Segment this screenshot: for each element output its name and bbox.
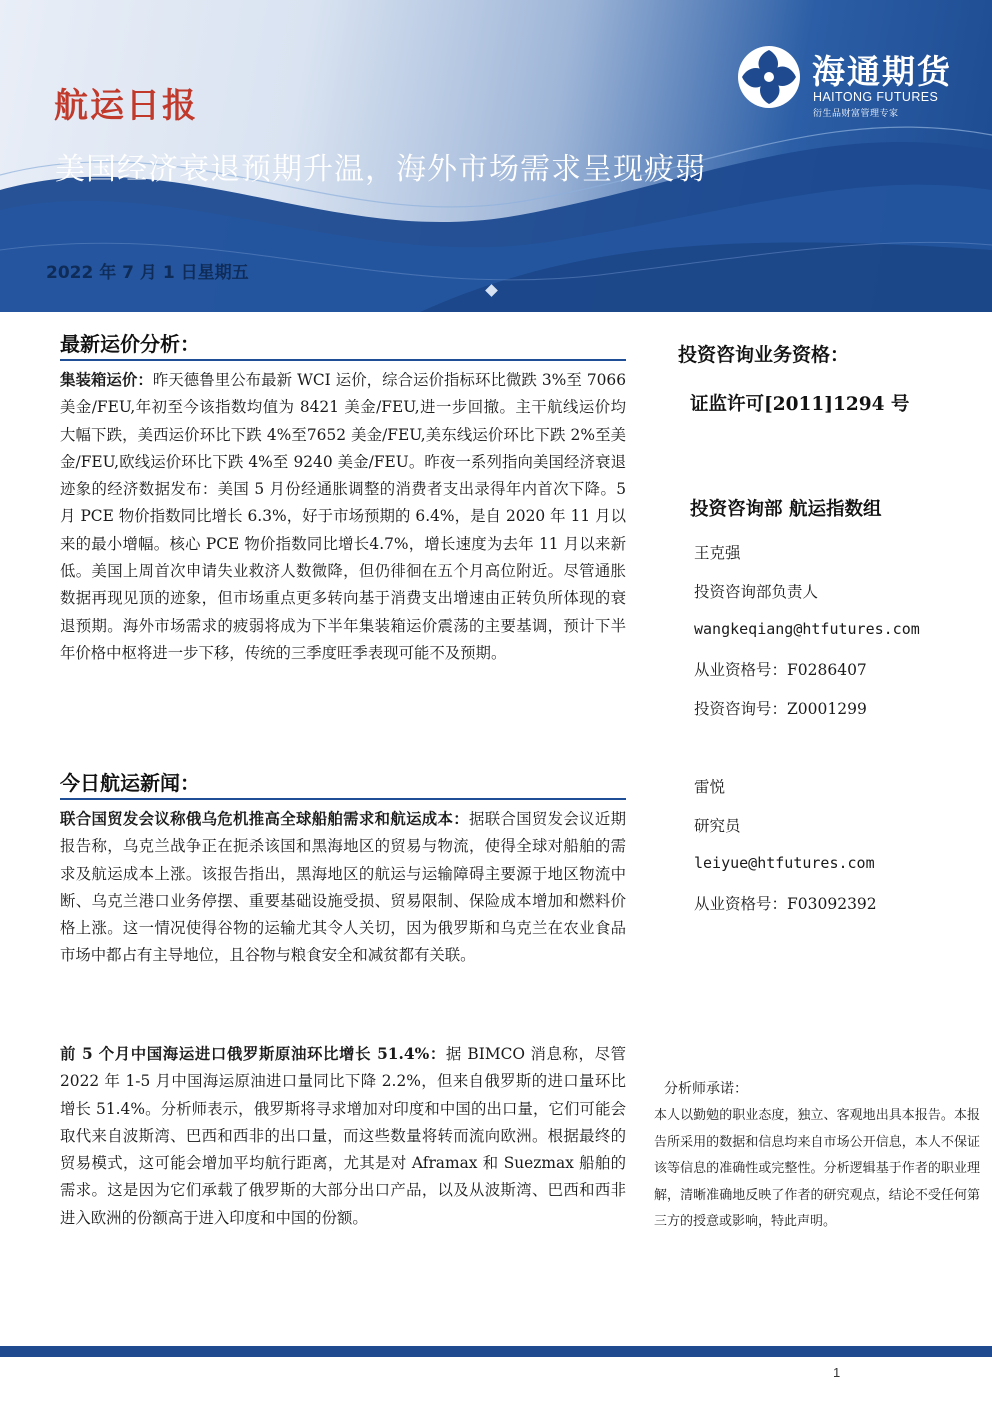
analyst-name: 雷悦 — [694, 778, 726, 796]
analyst-consult-license: 投资咨询号：Z0001299 — [694, 700, 867, 718]
company-logo — [736, 42, 966, 122]
paragraph-lead: 集装箱运价： — [60, 371, 153, 389]
pledge-body: 本人以勤勉的职业态度，独立、客观地出具本报告。本报告所采用的数据和信息均来自市场公开信息，本人不保证该等信息的准确性或完整性。分析逻辑基于作者的职业理解，清晰准确地反映了作者的研究观点，结论不受任何第三方的授意或影响，特此声明。 — [654, 1108, 980, 1229]
analyst-role: 研究员 — [694, 817, 741, 835]
analyst-email[interactable]: wangkeqiang@htfutures.com — [694, 620, 920, 638]
report-headline: 美国经济衰退预期升温，海外市场需求呈现疲弱 — [55, 152, 706, 187]
logo-name-cn: 海通期货 — [812, 52, 952, 91]
license-number: 证监许可[2011]1294 号 — [690, 394, 910, 415]
analyst-role: 投资咨询部负责人 — [694, 583, 819, 601]
news-body: 据联合国贸发会议近期报告称，乌克兰战争正在扼杀该国和黑海地区的贸易与物流，使得全球对船舶的需求及航运成本上涨。该报告指出，黑海地区的航运与运输障碍主要源于地区物流中断、乌克兰港口业务停摆、重要基础设施受损、贸易限制、保险成本增加和燃料价格上涨。这一情况使得谷物的运输尤其令人关切，因为俄罗斯和乌克兰在农业食品市场中都占有主导地位，且谷物与粮食安全和减贫都有关联。 — [60, 810, 626, 965]
qualification-title: 投资咨询业务资格： — [678, 344, 850, 366]
analyst-license: 从业资格号：F0286407 — [694, 661, 867, 679]
news-item — [60, 1041, 626, 1232]
report-date: 2022 年 7 月 1 日星期五 — [46, 263, 249, 283]
paragraph-body: 昨天德鲁里公布最新 WCI 运价，综合运价指标环比微跌 3%至 7066 美金/FEU,年初至今该指数均值为 8421 美金/FEU,进一步回撤。主干航线运价均大幅下跌，美西运价环比下跌 4%至7652 美金/FEU,美东线运价环比下跌 2%至美金/FEU,欧线运价环比下跌 4%至 9240 美金/FEU。昨夜一系列指向美国经济衰退迹象的经济数据发布：美国 5 月份经通胀调整的消费者支出录得年内首次下降。5 月 PCE 物价指数同比增长 6.3%，好于市场预期的 6.4%，是自 2020 年 11 月以来的最小增幅。核心 PCE 物价指数同比增长4.7%，增长速度为去年 11 月以来新低。美国上周首次申请失业救济人数微降，但仍徘徊在五个月高位附近。尽管通胀数据再现见顶的迹象，但市场重点更多转向基于消费支出增速由正转负所体现的衰退预期。海外市场需求的疲弱将成为下半年集装箱运价震荡的主要基调，预计下半年价格中枢将进一步下移，传统的三季度旺季表现可能不及预期。 — [60, 371, 626, 662]
news-item — [60, 806, 626, 970]
section-title-freight: 最新运价分析： — [60, 332, 200, 356]
section-divider — [60, 359, 626, 361]
haitong-logo-icon — [736, 44, 802, 110]
pledge-title: 分析师承诺： — [664, 1081, 748, 1097]
section-divider — [60, 798, 626, 800]
report-type: 航运日报 — [54, 86, 198, 126]
news-body: 据 BIMCO 消息称，尽管 2022 年 1-5 月中国海运原油进口量同比下降 2.2%，但来自俄罗斯的进口量环比增长 51.4%。分析师表示，俄罗斯将寻求增加对印度和中国的出口量，它们可能会取代来自波斯湾、巴西和西非的出口量，而这些数量将转而流向欧洲。根据最终的贸易模式，这可能会增加平均航行距离，尤其是对 Aframax 和 Suezmax 船舶的需求。这是因为它们承载了俄罗斯的大部分出口产品，以及从波斯湾、巴西和西非进入欧洲的份额高于进入印度和中国的份额。 — [60, 1045, 626, 1227]
section-title-news: 今日航运新闻： — [60, 771, 200, 795]
news-headline: 前 5 个月中国海运进口俄罗斯原油环比增长 51.4%： — [60, 1045, 446, 1063]
footer-bar — [0, 1346, 992, 1357]
analyst-license: 从业资格号：F03092392 — [694, 895, 877, 913]
freight-analysis-paragraph — [60, 367, 626, 667]
analyst-email[interactable]: leiyue@htfutures.com — [694, 854, 875, 872]
logo-tagline: 衍生品财富管理专家 — [813, 109, 899, 119]
page-number: 1 — [833, 1365, 841, 1380]
logo-name-en: HAITONG FUTURES — [813, 90, 939, 104]
header-banner — [0, 0, 992, 312]
news-headline: 联合国贸发会议称俄乌危机推高全球船舶需求和航运成本： — [60, 810, 470, 828]
department-title: 投资咨询部 航运指数组 — [690, 499, 882, 520]
analyst-name: 王克强 — [694, 544, 741, 562]
